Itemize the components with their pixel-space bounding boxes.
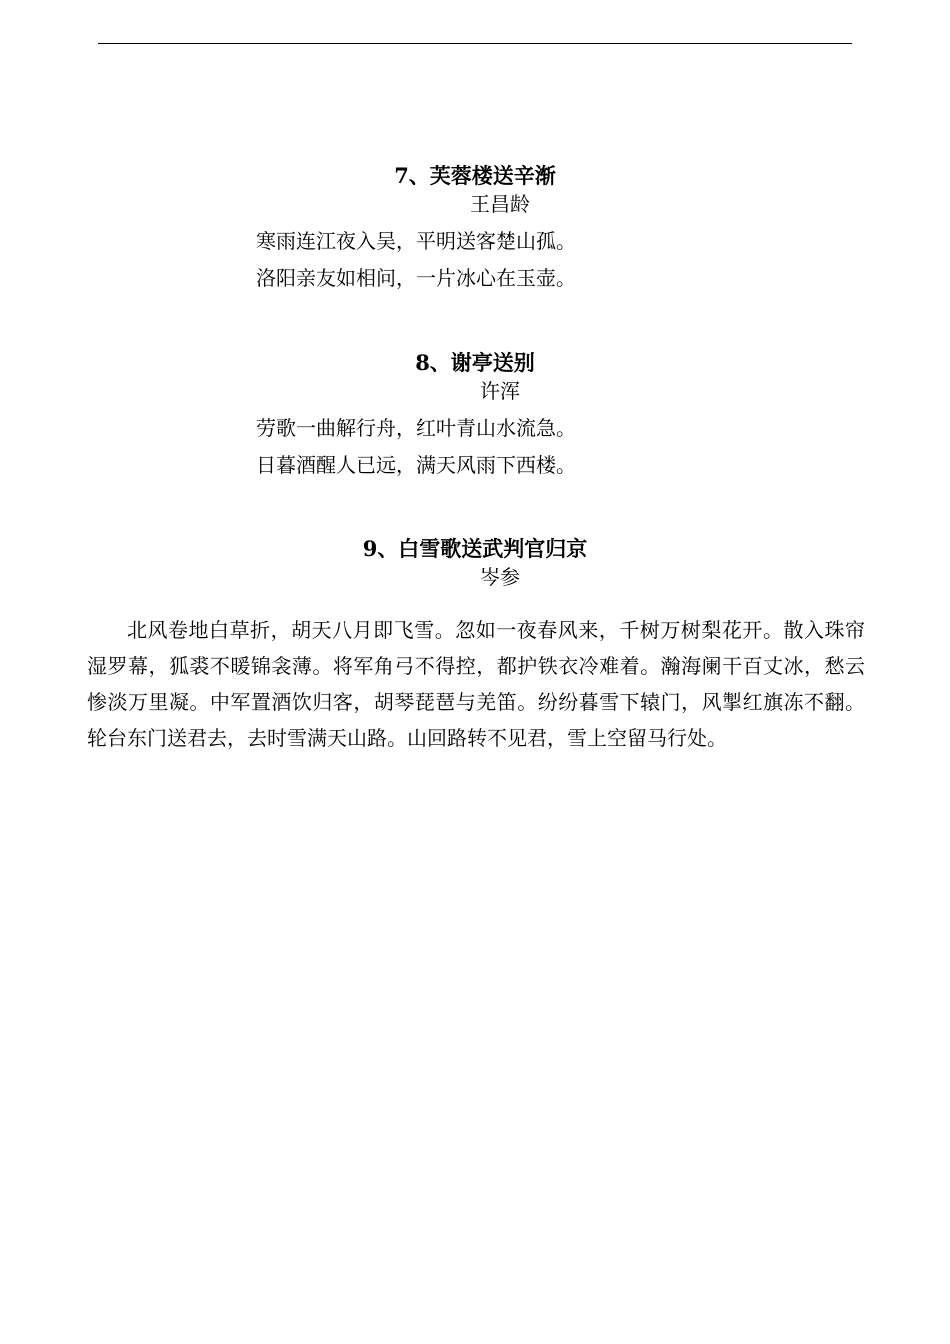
poem-author: 岑参 bbox=[480, 565, 520, 589]
poem-line: 洛阳亲友如相问，一片冰心在玉壶。 bbox=[256, 266, 576, 290]
poem-title: 7、芙蓉楼送辛渐 bbox=[394, 163, 556, 188]
poem-author: 许浑 bbox=[480, 379, 520, 403]
poem-section bbox=[0, 537, 950, 602]
poem-section bbox=[0, 351, 950, 490]
poem-section bbox=[0, 164, 950, 303]
poem-author: 王昌龄 bbox=[470, 192, 530, 216]
poem-line: 日暮酒醒人已远，满天风雨下西楼。 bbox=[256, 453, 576, 477]
header-rule bbox=[98, 43, 852, 44]
poem-line: 寒雨连江夜入吴，平明送客楚山孤。 bbox=[256, 229, 576, 253]
poem-body-text: 北风卷地白草折，胡天八月即飞雪。忽如一夜春风来，千树万树梨花开。散入珠帘湿罗幕，狐裘不暖锦衾薄。将军角弓不得控，都护铁衣冷难着。瀚海阑干百丈冰，愁云惨淡万里凝。中军置酒饮归客，胡琴琵琶与羌笛。纷纷暮雪下辕门，风掣红旗冻不翻。轮台东门送君去，去时雪满天山路。山回路转不见君，雪上空留马行处。 bbox=[87, 618, 865, 750]
poem-line: 劳歌一曲解行舟，红叶青山水流急。 bbox=[256, 416, 576, 440]
poem-title: 9、白雪歌送武判官归京 bbox=[362, 536, 588, 561]
poem-title: 8、谢亭送别 bbox=[415, 350, 535, 375]
